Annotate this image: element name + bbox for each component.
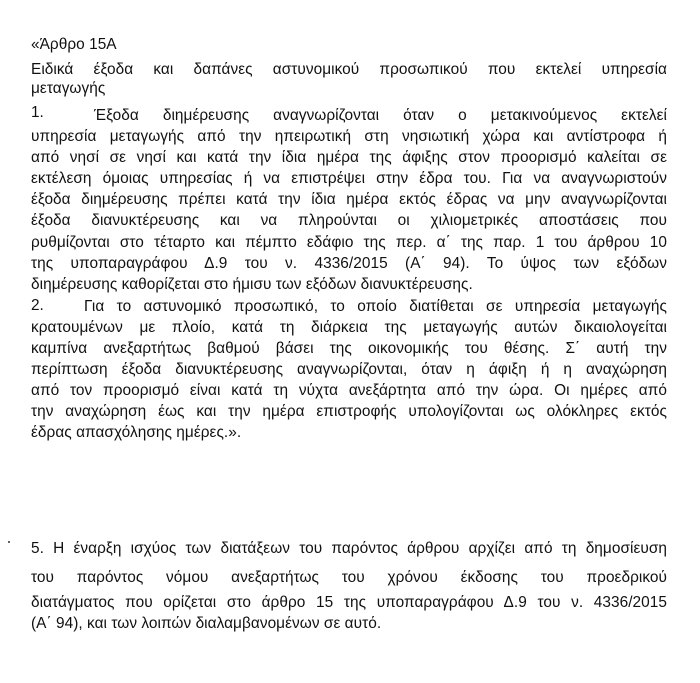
paragraph-2-line-4: περίπτωση έξοδα διανυκτέρευσης αναγνωρίζονται, όταν η άφιξη ή η αναχώρηση (31, 361, 667, 378)
paragraph-1-line-8: της υποπαραγράφου Δ.9 του ν. 4336/2015 (Α΄ 94). Το ύψος των εξόδων (31, 255, 667, 272)
paragraph-1-number: 1. (31, 104, 44, 121)
scan-speck (8, 541, 10, 543)
paragraph-1-line-6: έξοδα διανυκτέρευσης και να πληρούνται οι χιλιομετρικές αποστάσεις που (31, 212, 667, 229)
paragraph-2-line-7: έδρας απασχόλησης ημέρες.». (31, 424, 242, 441)
paragraph-1-line-7: ρυθμίζονται στο τέταρτο και πέμπτο εδάφιο της περ. α΄ της παρ. 1 του άρθρου 10 (31, 234, 667, 251)
paragraph-2-line-1: Για το αστυνομικό προσωπικό, το οποίο διατίθεται σε υπηρεσία μεταγωγής (84, 298, 667, 315)
article-title-line-1: Ειδικά έξοδα και δαπάνες αστυνομικού προσωπικού που εκτελεί υπηρεσία (31, 61, 667, 78)
paragraph-1-line-9: διημέρευσης καθορίζεται στο ήμισυ των εξόδων διανυκτέρευσης. (31, 276, 473, 293)
paragraph-2-line-5: από τον προορισμό είναι κατά τη νύχτα ανεξάρτητα από την ώρα. Οι ημέρες από (31, 382, 667, 399)
paragraph-1-line-1: Έξοδα διημέρευσης αναγνωρίζονται όταν ο μετακινούμενος εκτελεί (94, 107, 667, 124)
article-title-line-2: μεταγωγής (31, 80, 106, 97)
paragraph-2-line-6: την αναχώρηση έως και την ημέρα επιστροφής υπολογίζονται ως ολόκληρες εκτός (31, 403, 667, 420)
paragraph-2-line-2: κρατουμένων με πλοίο, κατά τη διάρκεια της μεταγωγής αυτών δικαιολογείται (31, 319, 667, 336)
paragraph-5-line-1: 5. Η έναρξη ισχύος των διατάξεων του παρόντος άρθρου αρχίζει από τη δημοσίευση (31, 540, 667, 557)
paragraph-5-line-4: (Α΄ 94), και των λοιπών διαλαμβανομένων σε αυτό. (31, 615, 382, 632)
paragraph-2-number: 2. (31, 297, 44, 314)
paragraph-5-line-3: διατάγματος που ορίζεται στο άρθρο 15 της υποπαραγράφου Δ.9 του ν. 4336/2015 (31, 594, 667, 611)
paragraph-1-line-4: εκτέλεση όμοιας υπηρεσίας ή να επιστρέψει στην έδρα του. Για να αναγνωριστούν (31, 170, 667, 187)
paragraph-1-line-5: έξοδα διημέρευσης πρέπει κατά την ίδια ημέρα εκτός έδρας να μην αναγνωρίζονται (31, 191, 667, 208)
paragraph-5-line-2: του παρόντος νόμου ανεξαρτήτως του χρόνου έκδοσης του προεδρικού (31, 569, 667, 586)
paragraph-2-line-3: καμπίνα ανεξαρτήτως βαθμού βάσει της οικονομικής του θέσης. Σ΄ αυτή την (31, 340, 667, 357)
paragraph-1-line-3: από νησί σε νησί και κατά την ίδια ημέρα της άφιξης στον προορισμό καλείται σε (31, 149, 667, 166)
paragraph-1-line-2: υπηρεσία μεταγωγής από την ηπειρωτική στη νησιωτική χώρα και αντίστροφα ή (31, 128, 667, 145)
article-heading: «Άρθρο 15Α (31, 36, 117, 53)
